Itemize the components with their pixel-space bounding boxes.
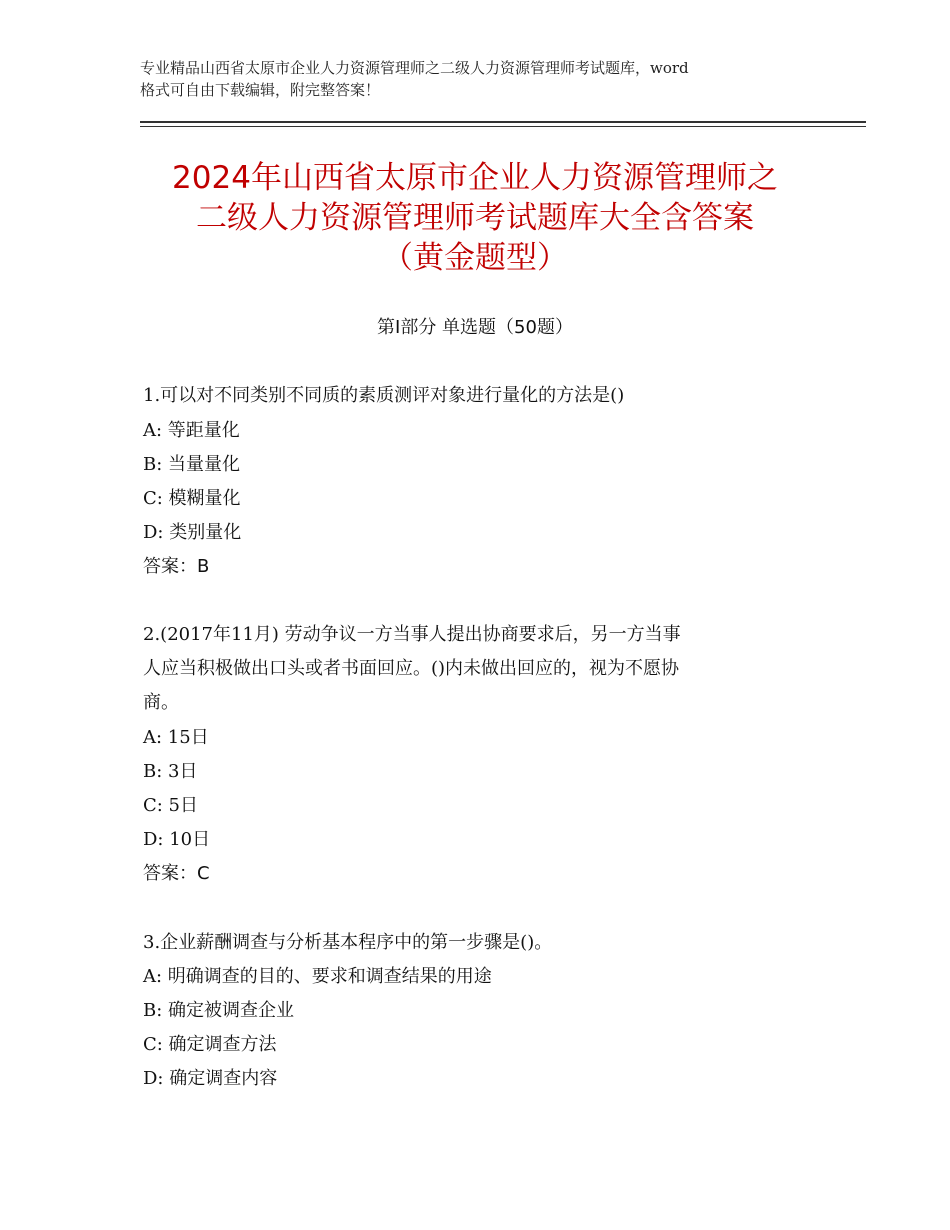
title-line-1: 2024年山西省太原市企业人力资源管理师之 — [172, 160, 778, 196]
question-2-stem-line-3: 商。 — [143, 692, 179, 713]
question-1-option-a: A: 等距量化 — [143, 420, 240, 441]
document-title — [100, 158, 850, 278]
header-divider-thin — [140, 126, 866, 127]
header-note — [140, 57, 820, 101]
question-2-option-a: A: 15日 — [143, 727, 209, 748]
header-divider-thick — [140, 121, 866, 123]
title-line-2: 二级人力资源管理师考试题库大全含答案 — [196, 200, 754, 236]
question-3-option-a: A: 明确调查的目的、要求和调查结果的用途 — [143, 966, 492, 987]
question-1-stem: 1.可以对不同类别不同质的素质测评对象进行量化的方法是() — [143, 385, 625, 406]
header-note-line-2: 格式可自由下载编辑，附完整答案！ — [140, 81, 381, 99]
question-2-stem-line-2: 人应当积极做出口头或者书面回应。()内未做出回应的，视为不愿协 — [143, 658, 680, 679]
question-3-option-b: B: 确定被调查企业 — [143, 1000, 295, 1021]
question-1-option-b: B: 当量量化 — [143, 454, 241, 475]
question-1-answer: 答案：B — [143, 556, 210, 577]
header-note-line-1: 专业精品山西省太原市企业人力资源管理师之二级人力资源管理师考试题库，word — [140, 59, 689, 77]
question-2-stem-line-1: 2.(2017年11月) 劳动争议一方当事人提出协商要求后，另一方当事 — [143, 624, 681, 645]
question-2-option-c: C: 5日 — [143, 795, 199, 816]
title-line-3: （黄金题型） — [382, 240, 568, 276]
question-3-option-c: C: 确定调查方法 — [143, 1034, 277, 1055]
question-2-option-d: D: 10日 — [143, 829, 211, 850]
question-3-option-d: D: 确定调查内容 — [143, 1068, 278, 1089]
section-title: 第Ⅰ部分 单选题（50题） — [377, 317, 573, 338]
question-2-answer: 答案：C — [143, 863, 210, 884]
question-3-stem: 3.企业薪酬调查与分析基本程序中的第一步骤是()。 — [143, 932, 553, 953]
question-2-option-b: B: 3日 — [143, 761, 198, 782]
question-1-option-c: C: 模糊量化 — [143, 488, 241, 509]
question-1-option-d: D: 类别量化 — [143, 522, 242, 543]
